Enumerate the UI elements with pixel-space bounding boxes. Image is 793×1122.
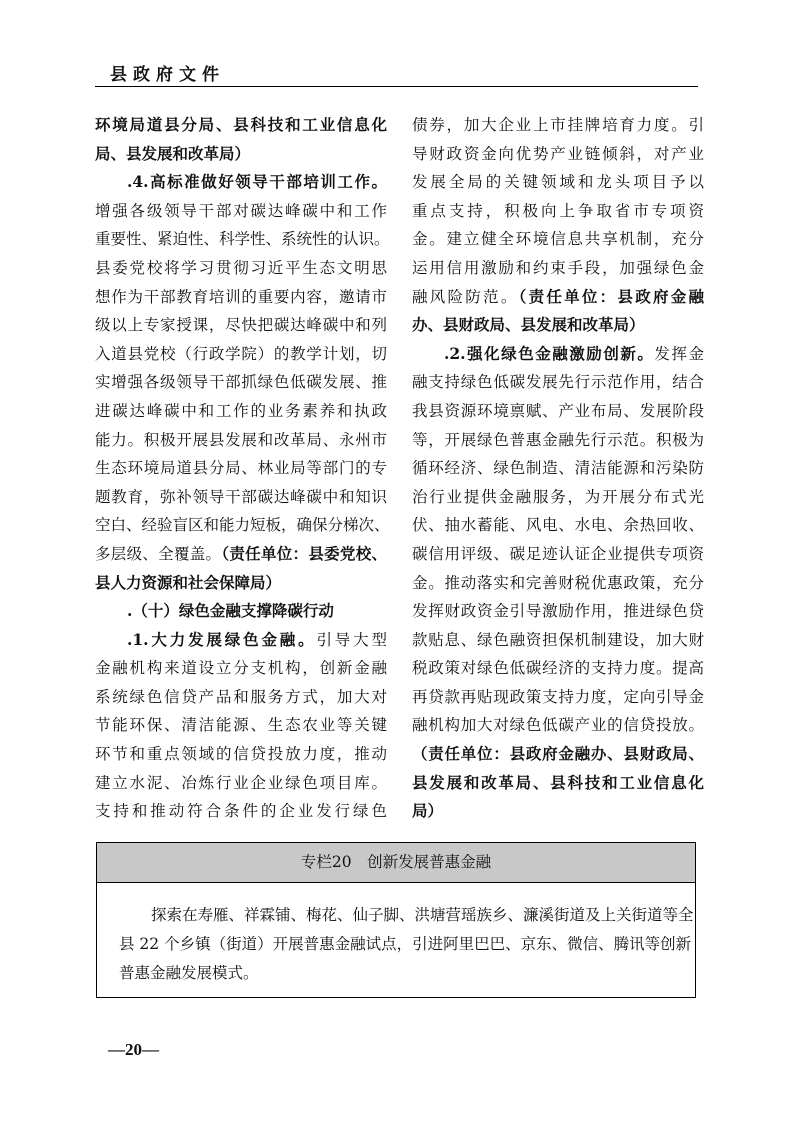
document-header: 县政府文件	[110, 65, 225, 85]
line-text: 发挥金	[654, 344, 704, 363]
text-line: 系统绿色信贷产品和服务方式，加大对	[95, 687, 387, 706]
text-line: 办、县财政局、县发展和改革局）	[412, 315, 645, 335]
text-line: 发挥财政资金引导激励作用，推进绿色贷	[412, 602, 704, 621]
text-line: 入道县党校（行政学院）的教学计划，切	[95, 344, 387, 363]
text-line: 再贷款再贴现政策支持力度，定向引导金	[412, 687, 704, 706]
text-line: 建立水泥、冶炼行业企业绿色项目库。	[95, 773, 387, 792]
text-line: 生态环境局道县分局、林业局等部门的专	[95, 459, 387, 478]
special-column-title: 专栏20 创新发展普惠金融	[97, 843, 695, 883]
text-line: 环节和重点领域的信贷投放力度，推动	[95, 745, 387, 764]
text-line: 发展全局的关键领域和龙头项目予以	[412, 173, 704, 192]
text-line: 融机构加大对绿色低碳产业的信贷投放。	[412, 716, 704, 735]
text-line	[412, 283, 704, 312]
text-line: 想作为干部教育培训的重要内容，邀请市	[95, 287, 387, 306]
text-line: 县委党校将学习贯彻习近平生态文明思	[95, 258, 387, 277]
special-column-box	[96, 842, 696, 998]
text-line: 支持和推动符合条件的企业发行绿色	[95, 802, 387, 821]
text-line: 题教育，弥补领导干部碳达峰碳中和知识	[95, 487, 387, 506]
line-text: 引导大型	[316, 630, 387, 649]
text-line: 融支持绿色低碳发展先行示范作用，结合	[412, 373, 704, 392]
text-line: 税政策对绿色低碳经济的支持力度。提高	[412, 659, 704, 678]
text-line: 普惠金融发展模式。	[119, 964, 259, 982]
line-text: 多层级、全覆盖。	[95, 544, 222, 563]
text-line: 导财政资金向优势产业链倾斜，对产业	[412, 144, 704, 163]
bold-heading: .1.大力发展绿色金融。	[127, 629, 317, 649]
text-line	[412, 340, 704, 369]
text-line: 节能环保、清洁能源、生态农业等关键	[95, 716, 387, 735]
responsibility-label: （责任单位：县委党校、	[221, 543, 387, 563]
text-line: 重点支持，积极向上争取省市专项资	[412, 201, 704, 220]
text-line: 治行业提供金融服务，为开展分布式光	[412, 487, 704, 506]
text-line: 款贴息、绿色融资担保机制建设，加大财	[412, 630, 704, 649]
text-line: 县 22 个乡镇（街道）开展普惠金融试点，引进阿里巴巴、京东、微信、腾讯等创新	[119, 935, 692, 953]
special-column-body	[97, 883, 695, 988]
text-line: （责任单位：县政府金融办、县财政局、	[412, 744, 704, 764]
text-line	[95, 626, 387, 655]
text-line: 金融机构来道设立分支机构，创新金融	[95, 659, 387, 678]
text-line: 碳信用评级、碳足迹认证企业提供专项资	[412, 544, 704, 563]
text-line: 金。建立健全环境信息共享机制，充分	[412, 230, 704, 249]
text-line: 进碳达峰碳中和工作的业务素养和执政	[95, 401, 387, 420]
text-line: 能力。积极开展县发展和改革局、永州市	[95, 430, 387, 449]
text-line: .（十）绿色金融支撑降碳行动	[127, 601, 334, 621]
text-line: 伏、抽水蓄能、风电、水电、余热回收、	[412, 516, 704, 535]
text-line: 重要性、紧迫性、科学性、系统性的认识。	[95, 230, 390, 249]
text-line	[95, 540, 387, 569]
responsibility-label: （责任单位：县政府金融	[518, 286, 704, 306]
text-line: 局）	[412, 801, 444, 821]
line-text: 融风险防范。	[412, 287, 519, 306]
header-divider	[95, 86, 698, 87]
text-line: 局、县发展和改革局）	[95, 143, 251, 163]
text-line: .4.高标准做好领导干部培训工作。	[127, 172, 387, 192]
text-line: 循环经济、绿色制造、清洁能源和污染防	[412, 459, 704, 478]
text-line: 等，开展绿色普惠金融先行示范。积极为	[412, 430, 704, 449]
text-line: 空白、经验盲区和能力短板，确保分梯次、	[95, 516, 390, 535]
text-line: 运用信用激励和约束手段，加强绿色金	[412, 258, 704, 277]
text-line: 县人力资源和社会保障局）	[95, 572, 282, 592]
text-line: 级以上专家授课，尽快把碳达峰碳中和列	[95, 316, 387, 335]
bold-heading: .2.强化绿色金融激励创新。	[444, 343, 655, 363]
text-line: 探索在寿雁、祥霖铺、梅花、仙子脚、洪塘营瑶族乡、濂溪街道及上关街道等全	[151, 906, 694, 924]
text-line: 县发展和改革局、县科技和工业信息化	[412, 772, 704, 792]
text-line: 金。推动落实和完善财税优惠政策，充分	[412, 573, 704, 592]
right-text-column	[412, 111, 704, 826]
text-line: 实增强各级领导干部抓绿色低碳发展、推	[95, 373, 387, 392]
page-number: —20—	[108, 1040, 159, 1059]
text-line: 环境局道县分局、县科技和工业信息化	[95, 115, 387, 134]
text-line: 债券，加大企业上市挂牌培育力度。引	[412, 116, 704, 134]
left-text-column	[95, 111, 390, 826]
text-line: 增强各级领导干部对碳达峰碳中和工作	[95, 201, 387, 220]
text-line: 我县资源环境禀赋、产业布局、发展阶段	[412, 401, 704, 420]
